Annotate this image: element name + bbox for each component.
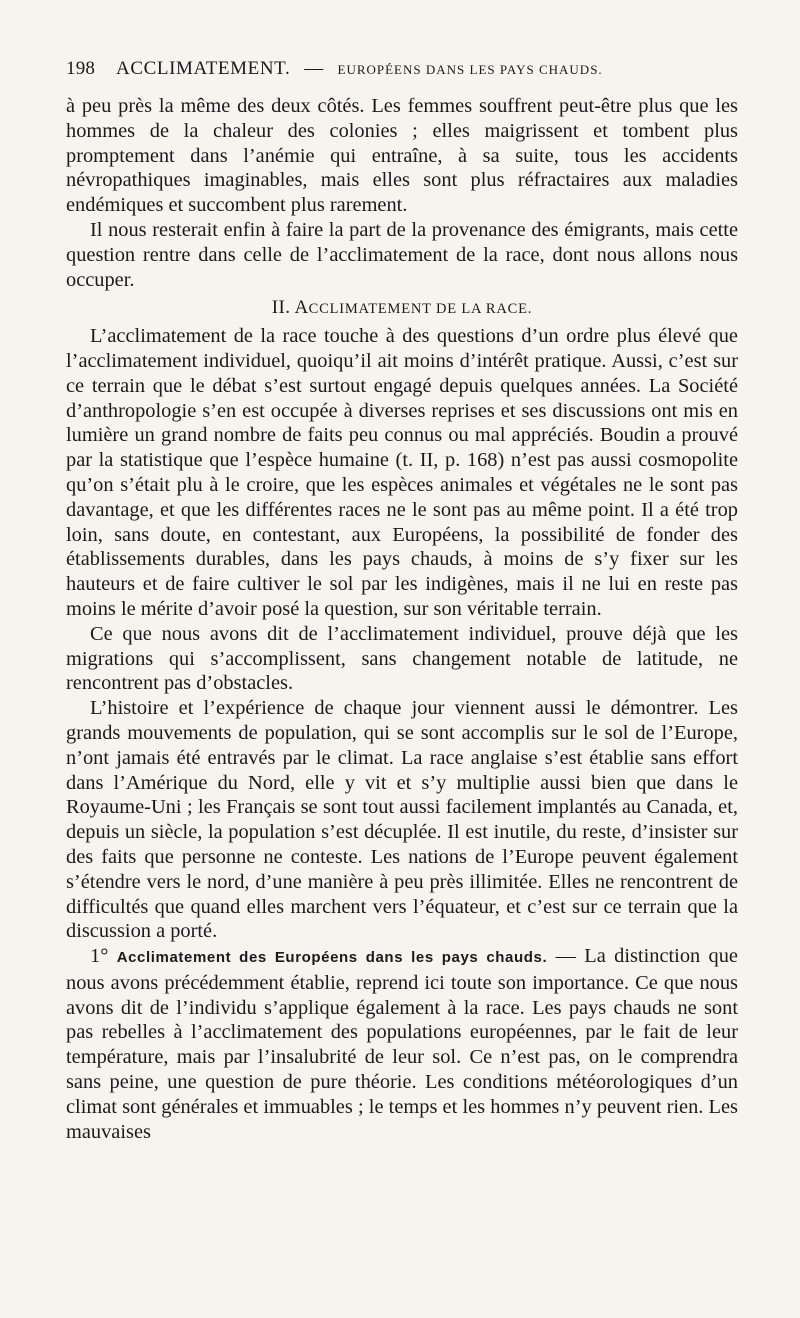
running-title-group [116,58,603,80]
paragraph: L’histoire et l’expérience de chaque jour viennent aussi le démontrer. Les grands mouvements de population, qui se sont accomplis sur le sol de l’Europe, n’ont jamais été entravés par le climat. La race anglaise s’est établie sans effort dans l’Amérique du Nord, elle y vit et s’y multiplie aussi bien que dans le Royaume-Uni ; les Français se sont tout aussi facilement implantés au Canada, et, depuis un siècle, la population s’est décuplée. Il est inutile, du reste, d’insister sur des faits que personne ne conteste. Les nations de l’Europe peuvent également s’étendre vers le nord, d’une manière à peu près illimitée. Elles ne rencontrent de difficultés que quand elles marchent vers l’équateur, et c’est sur ce terrain que la discussion a porté. [66,697,738,943]
running-header [66,58,738,94]
paragraph: Ce que nous avons dit de l’acclimatement individuel, prouve déjà que les migrations qui s’accomplissent, sans changement notable de latitude, ne rencontrent pas d’obstacles. [66,622,738,695]
running-title: ACCLIMATEMENT. [116,58,291,79]
running-subtitle: EUROPÉENS DANS LES PAYS CHAUDS. [337,62,603,77]
subhead-number: 1° [90,945,109,968]
paragraph: à peu près la même des deux côtés. Les femmes souffrent peut-être plus que les hommes de la chaleur des colonies ; elles maigrissent et tombent plus promptement dans l’anémie qui entraîne, à sa suite, tous les accidents névropathiques imaginables, mais elles sont plus réfractaires aux maladies endémiques et succombent plus rarement. [66,95,738,217]
subhead-body: La distinction que nous avons précédemment établie, reprend ici toute son importance. Ce que nous avons dit de l’individu s’applique également à la race. Les pays chauds ne sont pas rebelles à l’acclimatement des populations européennes, par le fait de leur température, mais par l’insalubrité de leur sol. Ce n’est pas, on le comprendra sans peine, une question de pure théorie. Les conditions météorologiques d’un climat sont générales et immuables ; le temps et les hommes n’y peuvent rien. Les mauvaises [66,945,738,1143]
paragraph: Il nous resterait enfin à faire la part de la provenance des émigrants, mais cette question rentre dans celle de l’acclimatement de la race, dont nous allons nous occuper. [66,218,738,291]
subhead-dash: — [555,945,576,968]
section-title-initial: A [294,297,309,319]
header-dash: — [304,58,324,79]
paragraph-with-subhead [66,944,738,1144]
paragraph: L’acclimatement de la race touche à des questions d’un ordre plus élevé que l’acclimatement individuel, quoiqu’il ait moins d’intérêt pratique. Aussi, c’est sur ce terrain que le débat s’est surtout engagé depuis quelques années. La Société d’anthropologie s’en est occupée à diverses reprises et ses discussions ont mis en lumière un grand nombre de faits peu connus ou mal appréciés. Boudin a prouvé par la statistique que l’espèce humaine (t. II, p. 168) n’est pas aussi cosmopolite qu’on s’était plu à le croire, que les espèces animales et végétales ne le sont pas davantage, et que les différentes races ne le sont pas au même point. Il a été trop loin, sans doute, en contestant, aux Européens, la possibilité de fonder des établissements durables, dans les pays chauds, à moins de s’y fixer sur les hauteurs et de faire cultiver le sol par les indigènes, mais il ne lui en reste pas moins le mérite d’avoir posé la question, sur son véritable terrain. [66,325,738,620]
section-numeral: II. [271,297,291,319]
body-text [66,94,738,1144]
subhead-title: Acclimatement des Européens dans les pays chauds. [116,949,548,967]
page-number: 198 [66,58,96,79]
section-title-rest: CCLIMATEMENT DE LA RACE. [308,301,533,318]
section-heading [66,296,738,322]
